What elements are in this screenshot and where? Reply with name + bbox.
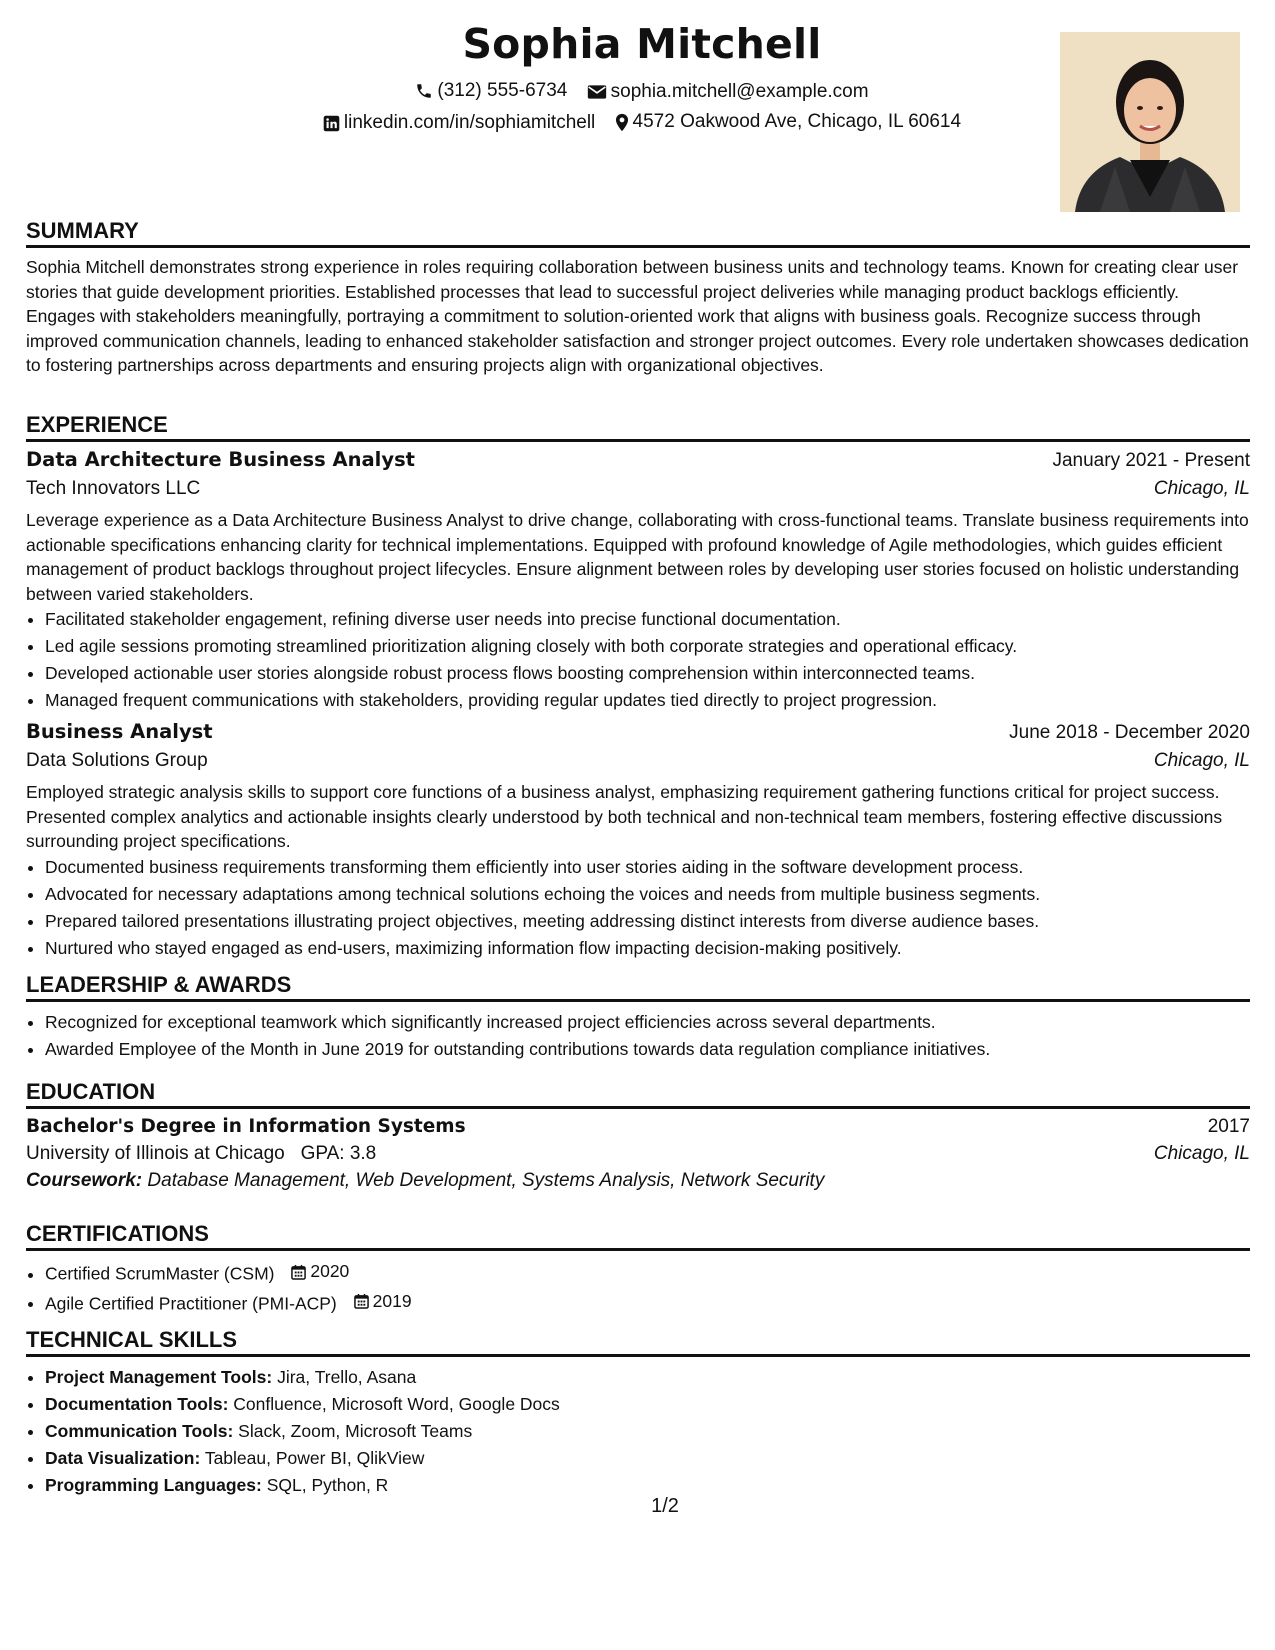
- address-text: 4572 Oakwood Ave, Chicago, IL 60614: [632, 111, 962, 132]
- job-title: Data Architecture Business Analyst: [26, 448, 415, 471]
- list-item: • Nurtured who stayed engaged as end-users, maximizing information flow impacting decision-making positively.: [45, 935, 1250, 962]
- skill-value: Tableau, Power BI, QlikView: [204, 1448, 425, 1468]
- leadership-section: [26, 970, 1250, 1063]
- job-description: Leverage experience as a Data Architecture Business Analyst to drive change, collaborating with cross-functional teams. Translate business requirements into actionable specifications enhancing clarity for technical implementations. Equipped with profound knowledge of Agile methodologies, which guides efficient management of product backlogs throughout project lifecycles. Ensure alignment between roles by developing user stories focused on holistic understanding between varied stakeholders.: [26, 510, 1249, 604]
- summary-text: Sophia Mitchell demonstrates strong experience in roles requiring collaboration between business units and technology teams. Known for creating clear user stories that guide development priorities. Established processes that lead to successful project deliveries while managing product backlogs efficiently. Engages with stakeholders meaningfully, portraying a commitment to solution-oriented work that aligns with business goals. Recognize success through improved communication channels, leading to enhanced stakeholder satisfaction and stronger project outcomes. Every role undertaken showcases dedication to fostering partnerships across departments and ensuring projects align with organizational objectives.: [26, 257, 1249, 375]
- coursework-label: Coursework:: [26, 1170, 143, 1191]
- skill-label: Data Visualization:: [45, 1448, 201, 1468]
- degree: Bachelor's Degree in Information Systems: [26, 1116, 466, 1137]
- phone-number: (312) 555-6734: [437, 80, 568, 101]
- list-item: • Developed actionable user stories alongside robust process flows boosting comprehension within interconnected teams.: [45, 660, 1250, 687]
- skill-label: Documentation Tools:: [45, 1394, 229, 1414]
- job-location: Chicago, IL: [1153, 750, 1250, 771]
- linkedin-url: linkedin.com/in/sophiamitchell: [343, 112, 596, 133]
- resume-header: [26, 0, 1250, 220]
- skill-value: Slack, Zoom, Microsoft Teams: [238, 1421, 473, 1441]
- cert-year: 2020: [310, 1261, 350, 1281]
- skill-value: SQL, Python, R: [266, 1475, 389, 1495]
- school-location: Chicago, IL: [1153, 1143, 1250, 1164]
- job-description: Employed strategic analysis skills to support core functions of a business analyst, emphasizing requirement gathering functions critical for project success. Presented complex analytics and actionable insights clearly understood by both technical and non-technical team members, fostering effective discussions surrounding project specifications.: [26, 782, 1223, 851]
- phone-icon: [415, 82, 433, 100]
- list-item: • Advocated for necessary adaptations among technical solutions echoing the voices and needs from multiple business segments.: [45, 881, 1250, 908]
- cert-name: Agile Certified Practitioner (PMI-ACP): [45, 1293, 337, 1313]
- list-item: [45, 1391, 1250, 1418]
- calendar-icon: [291, 1264, 306, 1280]
- certifications-section: [26, 1219, 1250, 1317]
- skill-value: Jira, Trello, Asana: [277, 1367, 417, 1387]
- summary-heading: SUMMARY: [26, 216, 1250, 248]
- list-item: [45, 1445, 1250, 1472]
- cert-date: [354, 1288, 412, 1315]
- skills-section: [26, 1325, 1250, 1499]
- skill-label: Communication Tools:: [45, 1421, 234, 1441]
- experience-heading: EXPERIENCE: [26, 410, 1250, 442]
- email-address: sophia.mitchell@example.com: [610, 81, 869, 102]
- job-bullets: [26, 854, 1250, 962]
- leadership-heading: LEADERSHIP & AWARDS: [26, 970, 1250, 1002]
- phone-item[interactable]: [415, 80, 567, 102]
- profile-photo: [1060, 32, 1240, 212]
- list-item: • Facilitated stakeholder engagement, refining diverse user needs into precise functional documentation.: [45, 606, 1250, 633]
- skill-value: Confluence, Microsoft Word, Google Docs: [233, 1394, 560, 1414]
- calendar-icon: [354, 1293, 369, 1309]
- candidate-name: Sophia Mitchell: [462, 20, 822, 68]
- certifications-list: [26, 1258, 1250, 1317]
- list-item: [45, 1288, 1250, 1318]
- job-dates: January 2021 - Present: [1052, 450, 1250, 471]
- company-name: Tech Innovators LLC: [26, 478, 201, 499]
- job-title: Business Analyst: [26, 720, 213, 743]
- skill-label: Project Management Tools:: [45, 1367, 273, 1387]
- school-name: University of Illinois at Chicago: [26, 1143, 285, 1164]
- job-entry: [26, 448, 1250, 714]
- envelope-icon: [587, 84, 607, 100]
- skills-list: [26, 1364, 1250, 1499]
- skills-heading: TECHNICAL SKILLS: [26, 1325, 1250, 1357]
- experience-section: [26, 410, 1250, 962]
- company-name: Data Solutions Group: [26, 750, 208, 771]
- gpa: GPA: 3.8: [300, 1143, 377, 1164]
- job-entry: [26, 720, 1250, 962]
- list-item: • Managed frequent communications with stakeholders, providing regular updates tied directly to project progression.: [45, 687, 1250, 714]
- list-item: • Recognized for exceptional teamwork which significantly increased project efficiencies across several departments.: [45, 1009, 1250, 1036]
- cert-name: Certified ScrumMaster (CSM): [45, 1263, 275, 1284]
- summary-section: [26, 216, 1250, 378]
- list-item: • Awarded Employee of the Month in June 2019 for outstanding contributions towards data regulation compliance initiatives.: [45, 1036, 1250, 1063]
- profile-photo-image: [1060, 32, 1240, 212]
- list-item: [45, 1418, 1250, 1445]
- graduation-year: 2017: [1207, 1116, 1250, 1137]
- school-info: [26, 1143, 376, 1165]
- coursework-list: Database Management, Web Development, Systems Analysis, Network Security: [147, 1170, 825, 1191]
- list-item: • Prepared tailored presentations illustrating project objectives, meeting addressing distinct interests from diverse audience bases.: [45, 908, 1250, 935]
- coursework: [26, 1170, 1250, 1192]
- list-item: [45, 1258, 1250, 1288]
- job-location: Chicago, IL: [1153, 478, 1250, 499]
- email-item[interactable]: [587, 81, 869, 103]
- certifications-heading: CERTIFICATIONS: [26, 1219, 1250, 1251]
- page-number: 1/2: [651, 1495, 679, 1517]
- job-dates: June 2018 - December 2020: [1009, 722, 1250, 743]
- list-item: • Documented business requirements transforming them efficiently into user stories aiding in the software development process.: [45, 854, 1250, 881]
- education-heading: EDUCATION: [26, 1077, 1250, 1109]
- linkedin-item[interactable]: [323, 112, 595, 134]
- list-item: • Led agile sessions promoting streamlined prioritization aligning closely with both corporate strategies and operational efficacy.: [45, 633, 1250, 660]
- job-bullets: [26, 606, 1250, 714]
- linkedin-icon: [323, 115, 340, 132]
- address-item: [615, 111, 962, 133]
- cert-year: 2019: [372, 1290, 412, 1311]
- map-marker-icon: [615, 113, 629, 132]
- education-section: [26, 1077, 1250, 1192]
- cert-date: [291, 1258, 349, 1285]
- awards-list: [26, 1009, 1250, 1063]
- skill-label: Programming Languages:: [45, 1475, 262, 1495]
- resume-page: [26, 0, 1250, 1650]
- list-item: [45, 1364, 1250, 1391]
